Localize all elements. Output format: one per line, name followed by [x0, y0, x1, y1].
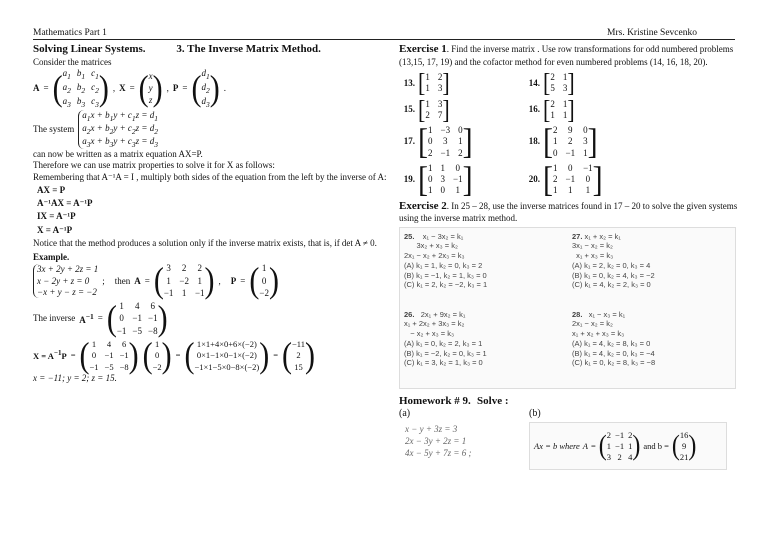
homework-heading — [399, 395, 739, 409]
equation: 3x + 2y + 2z = 1 — [37, 264, 99, 275]
problem-number: 14. — [528, 77, 540, 88]
example-label: Example. — [33, 252, 70, 263]
matrix-entry: 1 — [553, 185, 558, 196]
matrix-entry: 2 — [550, 98, 555, 109]
matrix-entry: 0 — [585, 174, 591, 184]
problem-number: 15. — [403, 104, 415, 115]
matrix-entry: 1 — [562, 109, 568, 120]
matrix-entry: 1 — [583, 147, 588, 158]
matrix-entry: 1 — [440, 162, 445, 173]
exercise-problem — [401, 121, 526, 162]
matrix-entry: 2 — [458, 147, 463, 158]
matrix-entry: 1 — [425, 72, 430, 82]
exercise-problem — [526, 94, 656, 125]
matrix-entry: 9 — [568, 125, 573, 135]
homework-problems — [399, 408, 739, 470]
matrix-entry: 2 — [428, 147, 433, 158]
equation: −x + y − z = −2 — [37, 286, 97, 297]
inverse-row: The inverse $A^{-1}$ = ( 1 4 6 0 −1 −1 −1 −5 −8 ) — [33, 298, 168, 339]
course-title: Mathematics Part 1 — [33, 28, 107, 38]
problem-number: 19. — [403, 174, 415, 184]
problem-28: 28. x₁ − x₃ = k₁ 2x₁ − x₂ = k₂ x₁ + x₂ + x₃ = k₃ (A) k₁ = 4, k₂ = 8, k₃ = 0 (B) k₁ = 4, k₂ = 0, k₃ = −4 (C) k₁ = 0, k₂ = 8, k₃ = −8 — [572, 309, 656, 368]
matrix-entry: 0 — [428, 174, 433, 184]
solution-product: $X = A^{-1}P$ = ( 1 4 6 0 −1 −1 −1 −5 −8 ) ( 1 0 −2 ) = ( 1×1+4×0+6×(−2) 0×1−1×0−1×(−2) −1×1−5×0−8×(−2) ) = ( −11 2 15 ) — [33, 335, 315, 375]
problem-26: 26. 2x₁ + 9x₂ = k₁ x₁ + 2x₂ + 3x₃ = k₂ − x₂ + x₃ = k₃ (A) k₁ = 0, k₂ = 2, k₃ = 1 (B) k₁ = −2, k₂ = 0, k₃ = 1 (C) k₁ = 3, k₂ = 1, k₃ = 0 — [404, 309, 487, 368]
matrix-entry: −1 — [453, 174, 463, 184]
matrix-entry: 2 — [568, 136, 573, 147]
exercise-problem — [401, 67, 526, 98]
exercise-problem — [526, 121, 656, 162]
notice-text: Notice that the method produces a solution only if the inverse matrix exists, that is, if det A ≠ 0. — [33, 237, 377, 248]
matrix-entry: 1 — [550, 109, 555, 120]
step: A⁻¹AX = A⁻¹P — [37, 198, 93, 209]
consider-text: Consider the matrices — [33, 56, 112, 67]
problem-matrix: [ 1 2 1 3 ] — [418, 67, 450, 98]
right-column — [399, 43, 739, 470]
exercise1-problems — [401, 67, 739, 199]
matrix-entry: 1 — [568, 185, 573, 196]
matrix-entry: 0 — [428, 136, 433, 147]
matrix-entry: 0 — [553, 147, 558, 158]
hw-b-and: and b = — [643, 440, 669, 451]
teacher-name: Mrs. Kristine Sevcenko — [607, 28, 697, 38]
problem-25: 25. x₁ − 3x₂ = k₁ 3x₂ + x₃ = k₂ 2x₁ − x₂ + 2x₃ = k₃ (A) k₁ = 1, k₂ = 0, k₃ = 2 (B) k₁ = −1, k₂ = 1, k₃ = 0 (C) k₁ = 2, k₂ = −2, k₃ = 1 — [404, 231, 488, 290]
problem-number: 18. — [528, 136, 540, 147]
matrix-entry: 0 — [455, 162, 461, 173]
exercise1-body: . Find the inverse matrix . Use row transformations for odd numbered problems (13,15, 17, 19) and the cofactor method for even numbered problems (14, 16, 18, 20). — [399, 44, 734, 67]
matrix-entry: 1 — [425, 98, 430, 109]
matrix-entry: −1 — [565, 147, 576, 158]
matrix-entry: 0 — [568, 162, 573, 173]
equation: x − y + 3z = 3 — [405, 424, 458, 435]
title-main: Solving Linear Systems. — [33, 43, 146, 55]
problem-matrix: [ 1 −3 0 0 3 1 2 −1 2 ] — [418, 121, 473, 162]
matrix-entry: 0 — [458, 125, 463, 135]
matrix-entry: 1 — [553, 162, 558, 173]
matrix-entry: 2 — [553, 174, 558, 184]
example-system — [33, 264, 98, 298]
matrix-entry: 3 — [443, 136, 448, 147]
system-label: The system — [33, 123, 75, 134]
equation: 2x − 3y + 2z = 1 — [405, 435, 467, 446]
matrix-entry: 1 — [425, 83, 430, 94]
solution-text: x = −11; y = 2; z = 15. — [33, 372, 117, 383]
matrix-entry: 1 — [553, 136, 558, 147]
title-method: 3. The Inverse Matrix Method. — [176, 43, 321, 55]
problem-matrix: [ 2 9 0 1 2 3 0 −1 1 ] — [543, 121, 598, 162]
matrix-entry: 1 — [428, 162, 433, 173]
matrix-entry: 3 — [437, 98, 443, 109]
matrix-entry: 1 — [562, 98, 568, 109]
left-column — [33, 43, 393, 384]
problem-number: 13. — [403, 77, 415, 88]
exercise1-text — [399, 43, 739, 68]
problem-matrix: [ 1 3 2 7 ] — [418, 94, 450, 125]
matrix-entry: 5 — [550, 83, 555, 94]
problem-matrix: [ 2 1 5 3 ] — [543, 67, 575, 98]
general-system — [33, 110, 393, 150]
hw-b-label: (b) — [529, 408, 541, 420]
matrix-entry: −1 — [565, 174, 576, 184]
matrix-entry: −3 — [440, 125, 451, 135]
homework-solve: Solve : — [477, 394, 509, 407]
matrix-entry: 2 — [550, 72, 555, 82]
problem-number: 17. — [403, 136, 415, 147]
equation: x − 2y + z = 0 — [37, 275, 90, 286]
exercise2-title: Exercise 2 — [399, 199, 447, 212]
remembering-text: Remembering that A⁻¹A = I , multiply both sides of the equation from the left by the inverse of A: — [33, 171, 387, 182]
hw-b-text: Ax = b where — [534, 440, 580, 451]
matrix-definitions: A = ( $a_1$ $b_1$ $c_1$ $a_2$ $b_2$ $c_2$ $a_3$ $b_3$ $c_3$ ) , X = ( x y z ) , P = ( $d_1$ $d_2$ $d_3$ ) . — [33, 68, 226, 110]
example-system-row: 3x + 2y + 2z = 1 x − 2y + z = 0 −x + y − z = −2 ; then A = ( 3 2 2 1 −2 1 −1 1 −1 ) , P = ( 1 0 −2 ) — [33, 263, 393, 299]
matrix-entry: 1 — [585, 185, 591, 196]
exercise2-text — [399, 200, 739, 225]
matrix-entry: 2 — [437, 72, 443, 82]
matrix-entry: 2 — [553, 125, 558, 135]
step: AX = P — [37, 184, 66, 195]
matrix-entry: 1 — [428, 185, 433, 196]
hw-b-box: Ax = b where A = ( 2 −1 2 1 −1 1 3 2 4 ) and b = ( 16 9 21 ) — [529, 422, 727, 470]
hw-a-system — [405, 424, 471, 459]
problem-number: 16. — [528, 104, 540, 115]
then-label: then — [114, 275, 131, 286]
page-header — [33, 28, 735, 40]
matrix-entry: 0 — [440, 185, 445, 196]
exercise-problem — [401, 94, 526, 125]
matrix-entry: 7 — [437, 109, 443, 120]
inverse-label: The inverse — [33, 313, 76, 324]
problem-number: 20. — [528, 174, 540, 184]
equation: 4x − 5y + 7z = 6 ; — [405, 447, 472, 458]
matrix-entry: 2 — [425, 109, 430, 120]
problem-matrix: [ 2 1 1 1 ] — [543, 94, 575, 125]
matrix-entry: 1 — [428, 125, 433, 135]
section-title — [33, 43, 393, 57]
matrix-entry: 0 — [583, 125, 588, 135]
matrix-entry: 3 — [583, 136, 588, 147]
matrix-entry: −1 — [583, 162, 593, 173]
matrix-equation-text: can now be written as a matrix equation AX=P. — [33, 149, 203, 160]
matrix-entry: 3 — [440, 174, 445, 184]
hw-a-label: (a) — [399, 408, 411, 420]
problem-matrix: [ 1 0 −1 2 −1 0 1 1 1 ] — [543, 159, 603, 199]
step: IX = A⁻¹P — [37, 211, 76, 222]
exercise-problem — [401, 159, 526, 199]
homework-title: Homework # 9. — [399, 394, 471, 407]
matrix-entry: −1 — [440, 147, 451, 158]
derivation-steps — [37, 185, 393, 236]
matrix-entry: 1 — [455, 185, 461, 196]
matrix-entry: 1 — [562, 72, 568, 82]
exercise2-body: . In 25 – 28, use the inverse matrices found in 17 – 20 to solve the given systems using the inverse matrix method. — [399, 200, 738, 224]
matrix-entry: 3 — [437, 83, 443, 94]
exercise-problem — [526, 67, 656, 98]
matrix-entry: 3 — [562, 83, 568, 94]
exercise1-title: Exercise 1 — [399, 43, 447, 55]
exercise-problem — [526, 159, 656, 199]
matrix-entry: 1 — [458, 136, 463, 147]
system-equations: $a_1x + b_1y + c_1z = d_1$ $a_2x + b_2y + c_2z = d_2$ $a_3x + b_3y + c_3z = d_3$ — [78, 110, 158, 150]
problem-matrix: [ 1 1 0 0 3 −1 1 0 1 ] — [418, 159, 473, 199]
exercise2-image — [399, 227, 736, 389]
therefore-text: Therefore we can use matrix properties to solve it for X as follows: — [33, 160, 275, 171]
step: X = A⁻¹P — [37, 224, 73, 235]
problem-27: 27. x₁ + x₂ = k₁ 3x₁ − x₂ = k₂ x₁ + x₃ = k₃ (A) k₁ = 2, k₂ = 0, k₃ = 4 (B) k₁ = 0, k₂ = 4, k₃ = −2 (C) k₁ = 4, k₂ = 2, k₃ = 0 — [572, 231, 655, 290]
